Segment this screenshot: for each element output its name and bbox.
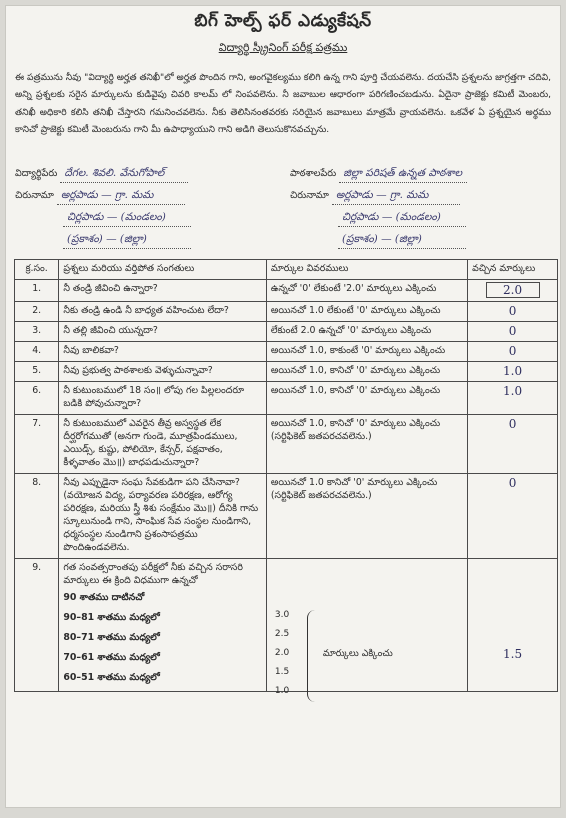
row-score-cell[interactable] [468, 302, 558, 322]
grade-range-item: 80–71 శాతము మధ్యలో [63, 632, 160, 643]
table-header-row [15, 260, 558, 280]
row-question: నీవు బాలికవా? [59, 342, 266, 362]
table-row [15, 559, 558, 692]
row-question [59, 559, 266, 692]
grade-mark-value: 1.0 [274, 686, 290, 696]
row-score-cell[interactable] [468, 382, 558, 415]
form-subtitle: విద్యార్థి స్క్రీనింగ్ పరీక్ష పత్రము [218, 41, 348, 54]
row-number: 1. [15, 280, 59, 302]
row-score[interactable]: 0 [508, 324, 517, 338]
row-score[interactable]: 0 [508, 304, 517, 318]
school-name-value[interactable]: జిల్లా పరిషత్ ఉన్నత పాఠశాల [339, 167, 467, 183]
table-row [15, 302, 558, 322]
header-question: ప్రశ్నలు మరియు వర్తిపోత సంగతులు [59, 260, 266, 280]
row-score[interactable]: 0 [508, 344, 517, 358]
grade-range-item: 70–61 శాతము మధ్యలో [63, 652, 160, 663]
grade-range-item: 90 శాతము దాటినచో [63, 592, 145, 603]
row-score[interactable]: 0 [508, 476, 517, 490]
grade-mark-value: 2.5 [274, 629, 290, 639]
header-marks-obtained: వచ్చిన మార్కులు [468, 260, 558, 280]
table-row [15, 415, 558, 474]
row-score-cell[interactable] [468, 474, 558, 559]
grade-mark-value: 1.5 [274, 667, 290, 677]
address-line-3[interactable]: (ప్రకాశం) — (జిల్లా) [63, 233, 191, 249]
row-details: అయినచో 1.0, కానిచో '0' మార్కులు ఎక్కించు (సర్టిఫికెట్ జతపరచవలెను.) [266, 415, 467, 474]
table-row [15, 280, 558, 302]
row-question: నీవు ఎప్పుడైనా సంఘ సేవకుడిగా పని చేసినావా? (వయోజన విద్య, పర్యావరణ పరిరక్షణ, ఆరోగ్య పరిరక్షణ, మరియు స్త్రీ శిశు సంక్షేమం మొ॥) దీనికి గాను స్కూలునుండి గాని, సాంఘిక సేవ సంస్థల నుండిగాని, ధర్మసంస్థల నుండిగాని ప్రశంసాపత్రము పొందిఉండవలెను. [59, 474, 266, 559]
row-question: నీ కుటుంబములో ఎవరైన తీవ్ర అస్వస్థత లేక దీర్ఘరోగముతో (అనగా గుండె, మూత్రపిండములు, ఎయిడ్స్, కుష్టు, పోలియో, కేన్సర్, పక్షవాతం, కీళ్ళవాతం మొ॥) బాధపడుచున్నారా? [59, 415, 266, 474]
student-info-section [15, 167, 551, 255]
row-number: 4. [15, 342, 59, 362]
table-row [15, 362, 558, 382]
row-number: 6. [15, 382, 59, 415]
row-score[interactable]: 2.0 [486, 282, 540, 298]
row-details [266, 559, 467, 696]
row-details: అయినచో 1.0, కానిచో '0' మార్కులు ఎక్కించు [266, 382, 467, 415]
row-question: నీ తల్లి జీవించి యున్నదా? [59, 322, 266, 342]
table-row [15, 382, 558, 415]
grade-marks-values [275, 610, 289, 705]
grade-range-item: 90–81 శాతము మధ్యలో [63, 612, 160, 623]
address-label: చిరునామా [15, 190, 54, 201]
school-address-line-1[interactable]: అర్లపాడు — గ్రా. మమ [332, 189, 460, 205]
row-details: అయినచో 1.0, కాకుంటే '0' మార్కులు ఎక్కించు [266, 342, 467, 362]
grade-mark-value: 3.0 [274, 610, 290, 620]
row-number: 9. [15, 559, 59, 692]
instructions-paragraph: ఈ పత్రమును నీవు "విద్యార్థి అర్హత తనిఖీ"లో అర్హత పొందిన గాని, అంగవైకల్యము కలిగి ఉన్న గాని పూర్తి చేయవలెను. దయచేసి ప్రశ్నలను జాగ్రత్తగా చదివి, అన్ని ప్రశ్నలకు సరైన మార్కులను కుడివైపు చివరి కాలమ్ లో నింపవలెను. నీ జవాబుల ఆధారంగా పరిగణించబడును. ఏదైనా ప్రాజెక్టు కమిటీ మెంబరు, తనిఖీ అధికారి కలిసి తనిఖీ చేస్తారని గమనించవలెను. నీకు తెలిసినంతవరకు సరియైన జవాబులు మాత్రమే వ్రాయవలెను. ఒకవేళ ఏ ప్రశ్నయైన అర్థము కానిచో ప్రాజెక్టు కమిటీ మెంబరును గాని మీ ఉపాధ్యాయుని గాని అడిగి తెలుసుకొనవచ్చును. [15, 73, 551, 136]
student-name-label: విద్యార్థిపేరు [15, 168, 58, 179]
school-name-label: పాఠశాలపేరు [290, 168, 337, 179]
row-score-cell[interactable] [468, 280, 558, 302]
student-name-value[interactable]: దేగల. శివలి. వేనుగోపాల్ [60, 167, 188, 183]
row-details: లేకుంటే 2.0 ఉన్నచో '0' మార్కులు ఎక్కించు [266, 322, 467, 342]
row-score[interactable]: 1.5 [503, 647, 523, 661]
row-score-cell[interactable] [468, 322, 558, 342]
row-number: 8. [15, 474, 59, 559]
row-question: నీవు ప్రభుత్వ పాఠశాలకు వెళ్ళుచున్నావా? [59, 362, 266, 382]
grade-range-item: 60–51 శాతము మధ్యలో [63, 672, 160, 683]
school-address-line-3[interactable]: (ప్రకాశం) — (జిల్లా) [338, 233, 466, 249]
grade-marks-block [271, 562, 463, 696]
curly-brace-icon [307, 610, 316, 702]
grade-marks-instruction: మార్కులు ఎక్కించు [322, 648, 393, 659]
row-details: అయినచో 1.0, కానిచో '0' మార్కులు ఎక్కించు [266, 362, 467, 382]
row-details: ఉన్నచో '0' లేకుంటే '2.0' మార్కులు ఎక్కించు [266, 280, 467, 302]
table-row [15, 322, 558, 342]
row-score-cell[interactable] [468, 559, 558, 692]
school-address-label: చిరునామా [290, 190, 329, 201]
row-details: అయినచో 1.0 కానిచో '0' మార్కులు ఎక్కించు (సర్టిఫికెట్ జతపరచవలెను.) [266, 474, 467, 559]
row-score-cell[interactable] [468, 362, 558, 382]
row-score[interactable]: 1.0 [503, 384, 523, 398]
row-number: 5. [15, 362, 59, 382]
header-serial-no: క్ర.సం. [15, 260, 59, 280]
school-address-line-2[interactable]: చిర్లపాడు — (మండలం) [338, 211, 466, 227]
row-question: నీ తండ్రి జీవించి ఉన్నారా? [59, 280, 266, 302]
row-number: 7. [15, 415, 59, 474]
grade-mark-value: 2.0 [274, 648, 290, 658]
row-score[interactable]: 1.0 [503, 364, 523, 378]
row-question: నీ కుటుంబములో 18 సం॥ లోపు గల పిల్లలందరూ బడికి పోవుచున్నారా? [59, 382, 266, 415]
row-number: 3. [15, 322, 59, 342]
header-mark-details: మార్కుల వివరములు [266, 260, 467, 280]
table-row [15, 474, 558, 559]
address-line-1[interactable]: అర్లపాడు — గ్రా. మమ [57, 189, 185, 205]
form-title: బిగ్ హెల్ప్ ఫర్ ఎడ్యుకేషన్ [194, 11, 372, 31]
row-score-cell[interactable] [468, 342, 558, 362]
row-score-cell[interactable] [468, 415, 558, 474]
screening-form-page [5, 5, 561, 808]
grade-range-list [63, 588, 261, 688]
grade-intro: గత సంవత్సరాంతపు పరీక్షలో నీకు వచ్చిన సరాసరి మార్కులు ఈ క్రింది విధముగా ఉన్నచో [63, 562, 243, 586]
row-number: 2. [15, 302, 59, 322]
address-line-2[interactable]: చిర్లపాడు — (మండలం) [63, 211, 191, 227]
row-score[interactable]: 0 [508, 417, 517, 431]
screening-table [14, 259, 558, 696]
row-question: నీకు తండ్రి ఉండి నీ బాధ్యత వహించుట లేదా? [59, 302, 266, 322]
table-row [15, 342, 558, 362]
row-details: అయినచో 1.0 లేకుంటే '0' మార్కులు ఎక్కించు [266, 302, 467, 322]
